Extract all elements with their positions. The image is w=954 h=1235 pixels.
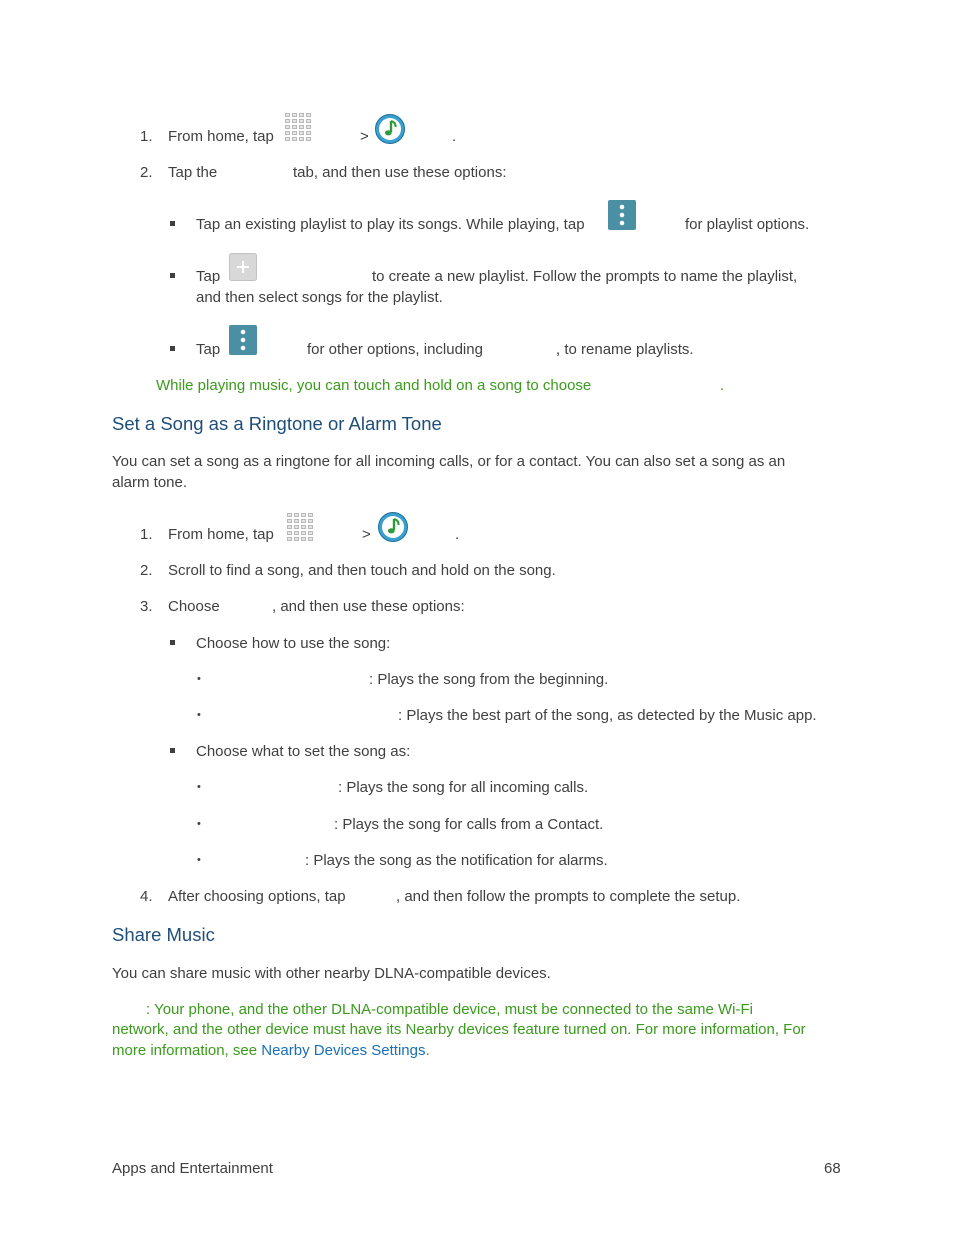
bullet-text: , to rename playlists. — [556, 341, 694, 358]
section-heading-share: Share Music — [112, 924, 215, 945]
option-text: : Plays the song for calls from a Contact. — [334, 816, 604, 833]
step-text: tab, and then use these options: — [293, 164, 507, 181]
bullet-dot: • — [197, 854, 201, 866]
separator: > — [362, 526, 371, 543]
tip-period: . — [720, 377, 725, 394]
bullet-text: Choose what to set the song as: — [196, 743, 411, 760]
bullet-text: to create a new playlist. Follow the prompts to name the playlist, — [372, 268, 798, 285]
section-heading-ringtone: Set a Song as a Ringtone or Alarm Tone — [112, 413, 442, 434]
option-text: : Plays the song from the beginning. — [369, 671, 609, 688]
note-period: . — [425, 1042, 430, 1059]
step-number: 3. — [140, 598, 153, 615]
step-text: After choosing options, tap — [168, 888, 346, 905]
bullet-dot: • — [197, 818, 201, 830]
option-text: : Plays the song for all incoming calls. — [338, 779, 589, 796]
bullet-dot: • — [197, 781, 201, 793]
option-text: : Plays the song as the notification for alarms. — [305, 852, 608, 869]
step-number: 4. — [140, 888, 153, 905]
apps-grid-icon — [286, 512, 316, 544]
bullet-marker — [170, 221, 175, 226]
step-text: , and then follow the prompts to complete the setup. — [396, 888, 741, 905]
intro-text: You can set a song as a ringtone for all incoming calls, or for a contact. You can also set a song as an — [112, 453, 786, 470]
bullet-marker — [170, 273, 175, 278]
bullet-marker — [170, 346, 175, 351]
option-text: : Plays the best part of the song, as detected by the Music app. — [398, 707, 817, 724]
bullet-text: for playlist options. — [685, 216, 810, 233]
bullet-dot: • — [197, 709, 201, 721]
tip-text: While playing music, you can touch and hold on a song to choose — [156, 377, 592, 394]
bullet-text: Tap — [196, 268, 221, 285]
note-text-continued: network, and the other device must have its Nearby devices feature turned on. For more information, For — [112, 1021, 806, 1038]
step-number: 2. — [140, 562, 153, 579]
period: . — [455, 526, 460, 543]
more-options-icon — [608, 200, 636, 234]
step-number: 1. — [140, 526, 153, 543]
period: . — [452, 128, 457, 145]
page-number: 68 — [824, 1160, 841, 1177]
apps-grid-icon — [284, 112, 314, 144]
bullet-text-continued: and then select songs for the playlist. — [196, 289, 443, 306]
step-text: Choose — [168, 598, 220, 615]
step-number: 1. — [140, 128, 153, 145]
step-number: 2. — [140, 164, 153, 181]
step-text: From home, tap — [168, 128, 274, 145]
bullet-text: Choose how to use the song: — [196, 635, 391, 652]
step-text: , and then use these options: — [272, 598, 465, 615]
more-options-icon — [229, 325, 257, 359]
step-text: From home, tap — [168, 526, 274, 543]
bullet-marker — [170, 748, 175, 753]
note-text-continued — [112, 1040, 430, 1061]
intro-text-continued: alarm tone. — [112, 474, 188, 491]
step-text: Tap the — [168, 164, 218, 181]
note-text-part: more information, see — [112, 1042, 258, 1059]
bullet-text: Tap an existing playlist to play its songs. While playing, tap — [196, 216, 585, 233]
music-player-icon — [377, 511, 409, 547]
music-player-icon — [374, 113, 406, 149]
separator: > — [360, 128, 369, 145]
bullet-text: for other options, including — [307, 341, 483, 358]
add-icon — [229, 253, 257, 285]
step-text: Scroll to find a song, and then touch and hold on the song. — [168, 562, 556, 579]
bullet-marker — [170, 640, 175, 645]
bullet-text: Tap — [196, 341, 221, 358]
footer-section-title: Apps and Entertainment — [112, 1160, 273, 1177]
nearby-devices-settings-link[interactable]: Nearby Devices Settings — [261, 1042, 426, 1059]
intro-text: You can share music with other nearby DLNA-compatible devices. — [112, 965, 551, 982]
bullet-dot: • — [197, 673, 201, 685]
note-text: : Your phone, and the other DLNA-compatible device, must be connected to the same Wi-Fi — [146, 1001, 754, 1018]
